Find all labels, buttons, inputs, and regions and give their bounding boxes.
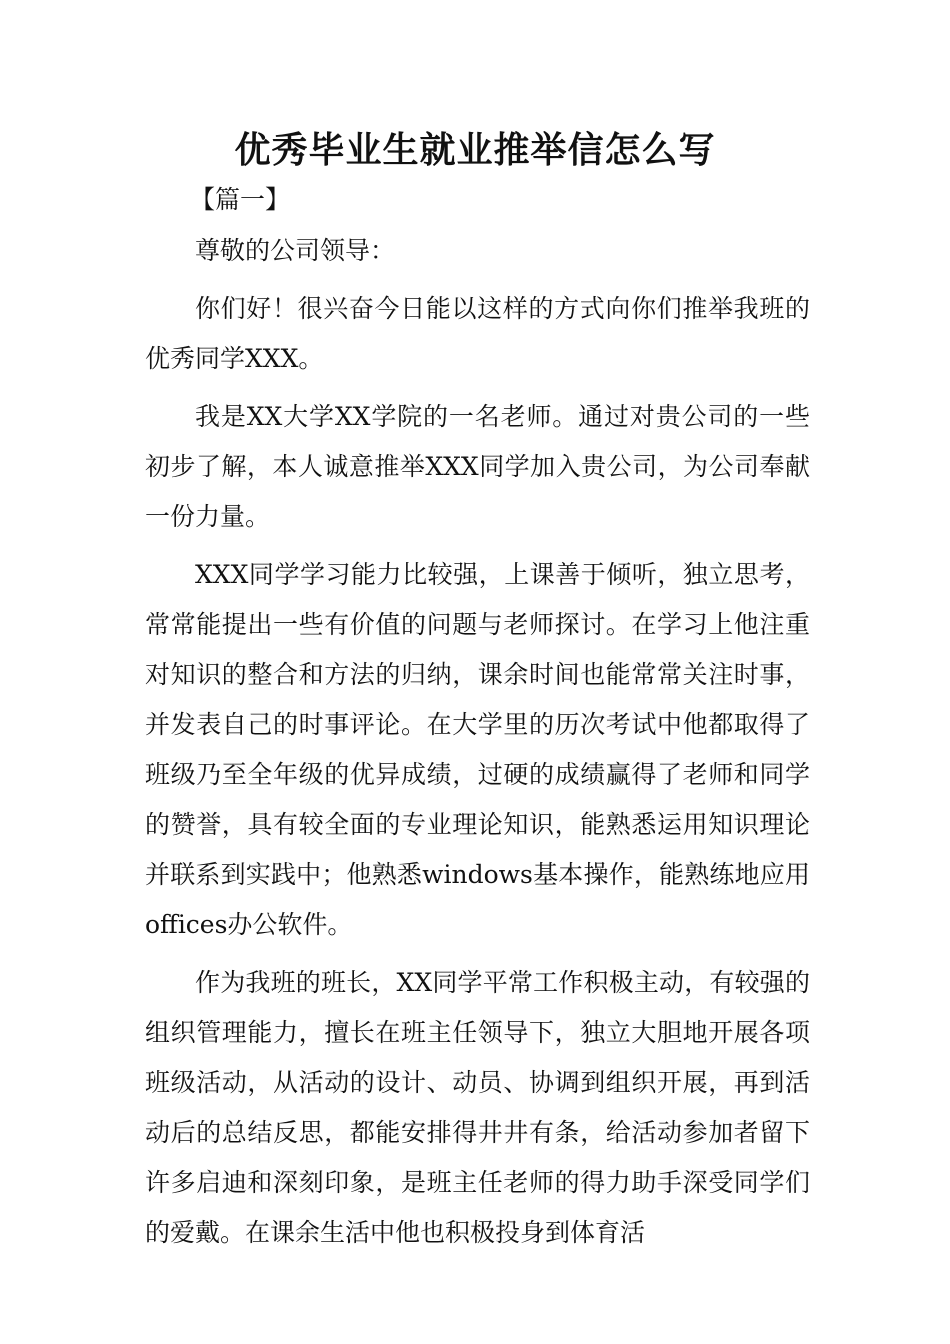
document-title: 优秀毕业生就业推举信怎么写 xyxy=(234,129,716,171)
salutation: 尊敬的公司领导： xyxy=(195,236,396,265)
letter-body xyxy=(145,226,810,1266)
paragraph-leadership: 作为我班的班长，XX同学平常工作积极主动，有较强的组织管理能力，擅长在班主任领导下，独立大胆地开展各项班级活动，从活动的设计、动员、协调到组织开展，再到活动后的总结反思，都能安排得井井有条，给活动参加者留下许多启迪和深刻印象，是班主任老师的得力助手深受同学们的爱戴。在课余生活中他也积极投身到体育活 xyxy=(145,968,810,1247)
section-label: 【篇一】 xyxy=(190,185,291,214)
paragraph-greeting: 你们好！很兴奋今日能以这样的方式向你们推举我班的优秀同学XXX。 xyxy=(145,294,810,373)
paragraph-introduction: 我是XX大学XX学院的一名老师。通过对贵公司的一些初步了解，本人诚意推举XXX同学加入贵公司，为公司奉献一份力量。 xyxy=(145,402,810,531)
paragraph-study: XXX同学学习能力比较强，上课善于倾听，独立思考，常常能提出一些有价值的问题与老师探讨。在学习上他注重对知识的整合和方法的归纳，课余时间也能常常关注时事，并发表自己的时事评论。在大学里的历次考试中他都取得了班级乃至全年级的优异成绩，过硬的成绩赢得了老师和同学的赞誉，具有较全面的专业理论知识，能熟悉运用知识理论并联系到实践中；他熟悉windows基本操作，能熟练地应用offices办公软件。 xyxy=(145,560,810,939)
